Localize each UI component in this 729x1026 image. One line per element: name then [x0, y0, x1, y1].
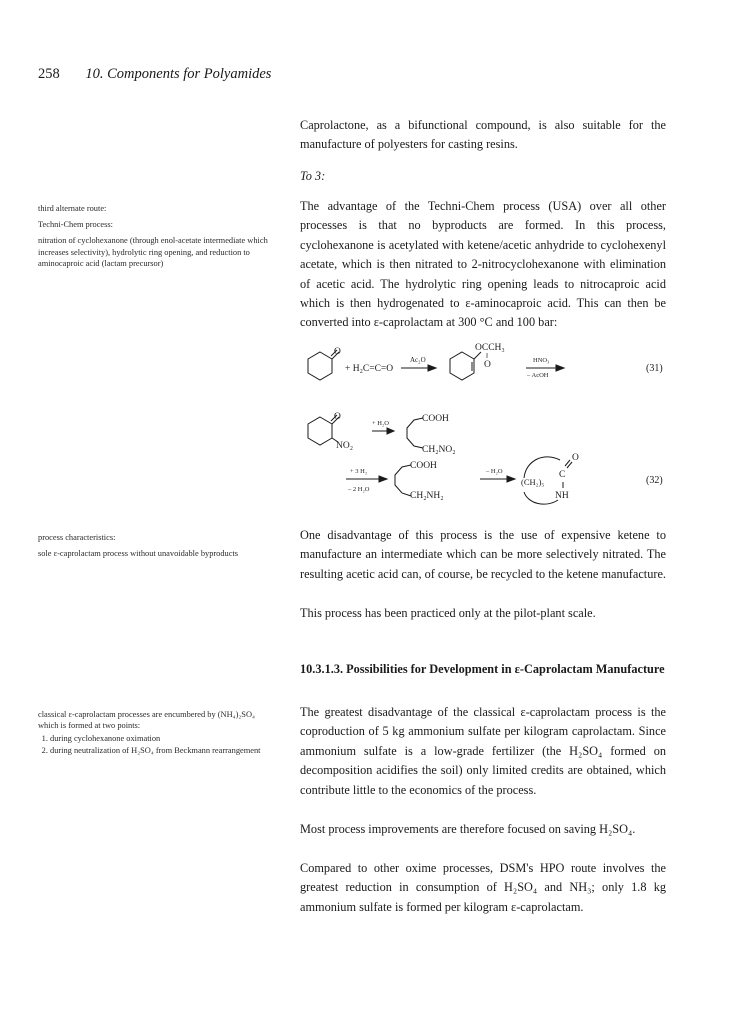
cyclohexenyl-acetate-ring	[450, 352, 474, 380]
sidebar-classical-item: 2. during neutralization of H₂SO₄ from Beckmann rearrangement	[50, 745, 270, 756]
plus-water-label: + H₂O	[372, 420, 389, 427]
ketene-reagent: + H₂C=C=O	[345, 364, 394, 374]
paragraph-greatest-disadvantage: The greatest disadvantage of the classical ε-caprolactam process is the coproduction of 5 kg ammonium sulfate per kilogram caprolactam. Since ammonium sulfate is a low-grade fertilizer (the H₂SO₄ formed on decomposition acidifies the soil) only limited credits are obtained, which contribute little to the economics of the process.	[300, 705, 666, 797]
section-to-3: To 3:	[300, 169, 326, 183]
lactam-nitrogen: NH	[555, 491, 569, 501]
carbonyl-bond: ‖	[486, 352, 488, 360]
cyclohexanone-ring	[308, 352, 332, 380]
nitro-ketone-oxygen: O	[334, 412, 341, 422]
ketone-oxygen: O	[334, 347, 341, 357]
aminocaproic-chain	[395, 465, 411, 496]
carboxyl-group-1: COOH	[422, 414, 449, 424]
pentamethylene-group: (CH₂)₅	[521, 477, 545, 487]
paragraph-technichem: The advantage of the Techni-Chem process (USA) over all other processes is that no byproducts are formed. In this process, cyclohexanone is acetylated with ketene/acetic anhydride to cyclohexenyl acetate, which is then nitrated to 2-nitrocyclohexanone with elimination of acetic acid. The hydrolytic ring opening leads to nitrocaproic acid which is then hydrogenated to ε-aminocaproic acid. This can then be converted into ε-caprolactam at 300 °C and 100 bar:	[300, 199, 666, 330]
sidebar-route-title: third alternate route:	[38, 204, 107, 213]
acetic-anhydride-label: Ac₂O	[410, 356, 426, 364]
minus-water-label-1: – 2 H₂O	[348, 486, 370, 493]
paragraph-caprolactone: Caprolactone, as a bifunctional compound, is also suitable for the manufacture of polyesters for casting resins.	[300, 118, 666, 152]
sidebar-route-process: Techni-Chem process:	[38, 220, 113, 230]
equation-number-32: (32)	[646, 475, 663, 486]
aminomethyl-group: CH₂NH₂	[410, 491, 444, 501]
sidebar-route-description: nitration of cyclohexanone (through enol-acetate intermediate which increases selectivity), hydrolytic ring opening, and reduction to aminocaproic acid (lactam precursor)	[38, 236, 268, 268]
nitromethyl-group: CH₂NO₂	[422, 445, 456, 455]
paragraph-pilot-plant: This process has been practiced only at the pilot-plant scale.	[300, 606, 596, 620]
carboxyl-group-2: COOH	[410, 461, 437, 471]
running-title: 10. Components for Polyamides	[85, 66, 272, 82]
sidebar-classical-list	[38, 733, 270, 755]
paragraph-disadvantage: One disadvantage of this process is the use of expensive ketene to manufacture an intermediate which can be more selectively nitrated. The resulting acetic acid can, of course, be recycled to the ketene manufacture.	[300, 528, 666, 581]
sidebar-characteristics-text: sole ε-caprolactam process without unavoidable byproducts	[38, 549, 239, 559]
minus-water-label-2: – H₂O	[486, 468, 503, 475]
running-header	[38, 66, 271, 83]
acetate-group: OCCH₃	[475, 343, 505, 353]
sidebar-note-classical	[38, 709, 270, 756]
minus-acetic-acid-label: – AcOH	[527, 372, 549, 379]
nitrocaproic-chain	[407, 418, 423, 448]
acetate-oxygen: O	[484, 360, 491, 370]
equation-number-31: (31)	[646, 363, 663, 374]
paragraph-dsm-hpo: Compared to other oxime processes, DSM's HPO route involves the greatest reduction in consumption of H₂SO₄ and NH₃; only 1.8 kg ammonium sulfate is formed per kilogram ε-caprolactam.	[300, 861, 666, 914]
nitrocyclohexanone-ring	[308, 417, 332, 445]
sidebar-characteristics-title: process characteristics:	[38, 533, 116, 542]
sidebar-note-characteristics	[38, 532, 278, 559]
sidebar-note-route	[38, 203, 278, 269]
nitric-acid-label: HNO₃	[533, 357, 550, 364]
sidebar-classical-item: 1. during cyclohexanone oximation	[50, 733, 270, 744]
page-number: 258	[38, 66, 60, 82]
nitro-group: NO₂	[336, 441, 354, 451]
plus-hydrogen-label: + 3 H₂	[350, 468, 368, 475]
lactam-oxygen: O	[572, 453, 579, 463]
reaction-scheme	[300, 338, 680, 516]
lactam-carbon: C	[559, 470, 566, 480]
section-heading: 10.3.1.3. Possibilities for Development in ε-Caprolactam Manufacture	[300, 662, 665, 676]
paragraph-process-improvements: Most process improvements are therefore focused on saving H₂SO₄.	[300, 822, 636, 836]
sidebar-classical-title: classical ε-caprolactam processes are encumbered by (NH₄)₂SO₄ which is formed at two points:	[38, 710, 255, 731]
